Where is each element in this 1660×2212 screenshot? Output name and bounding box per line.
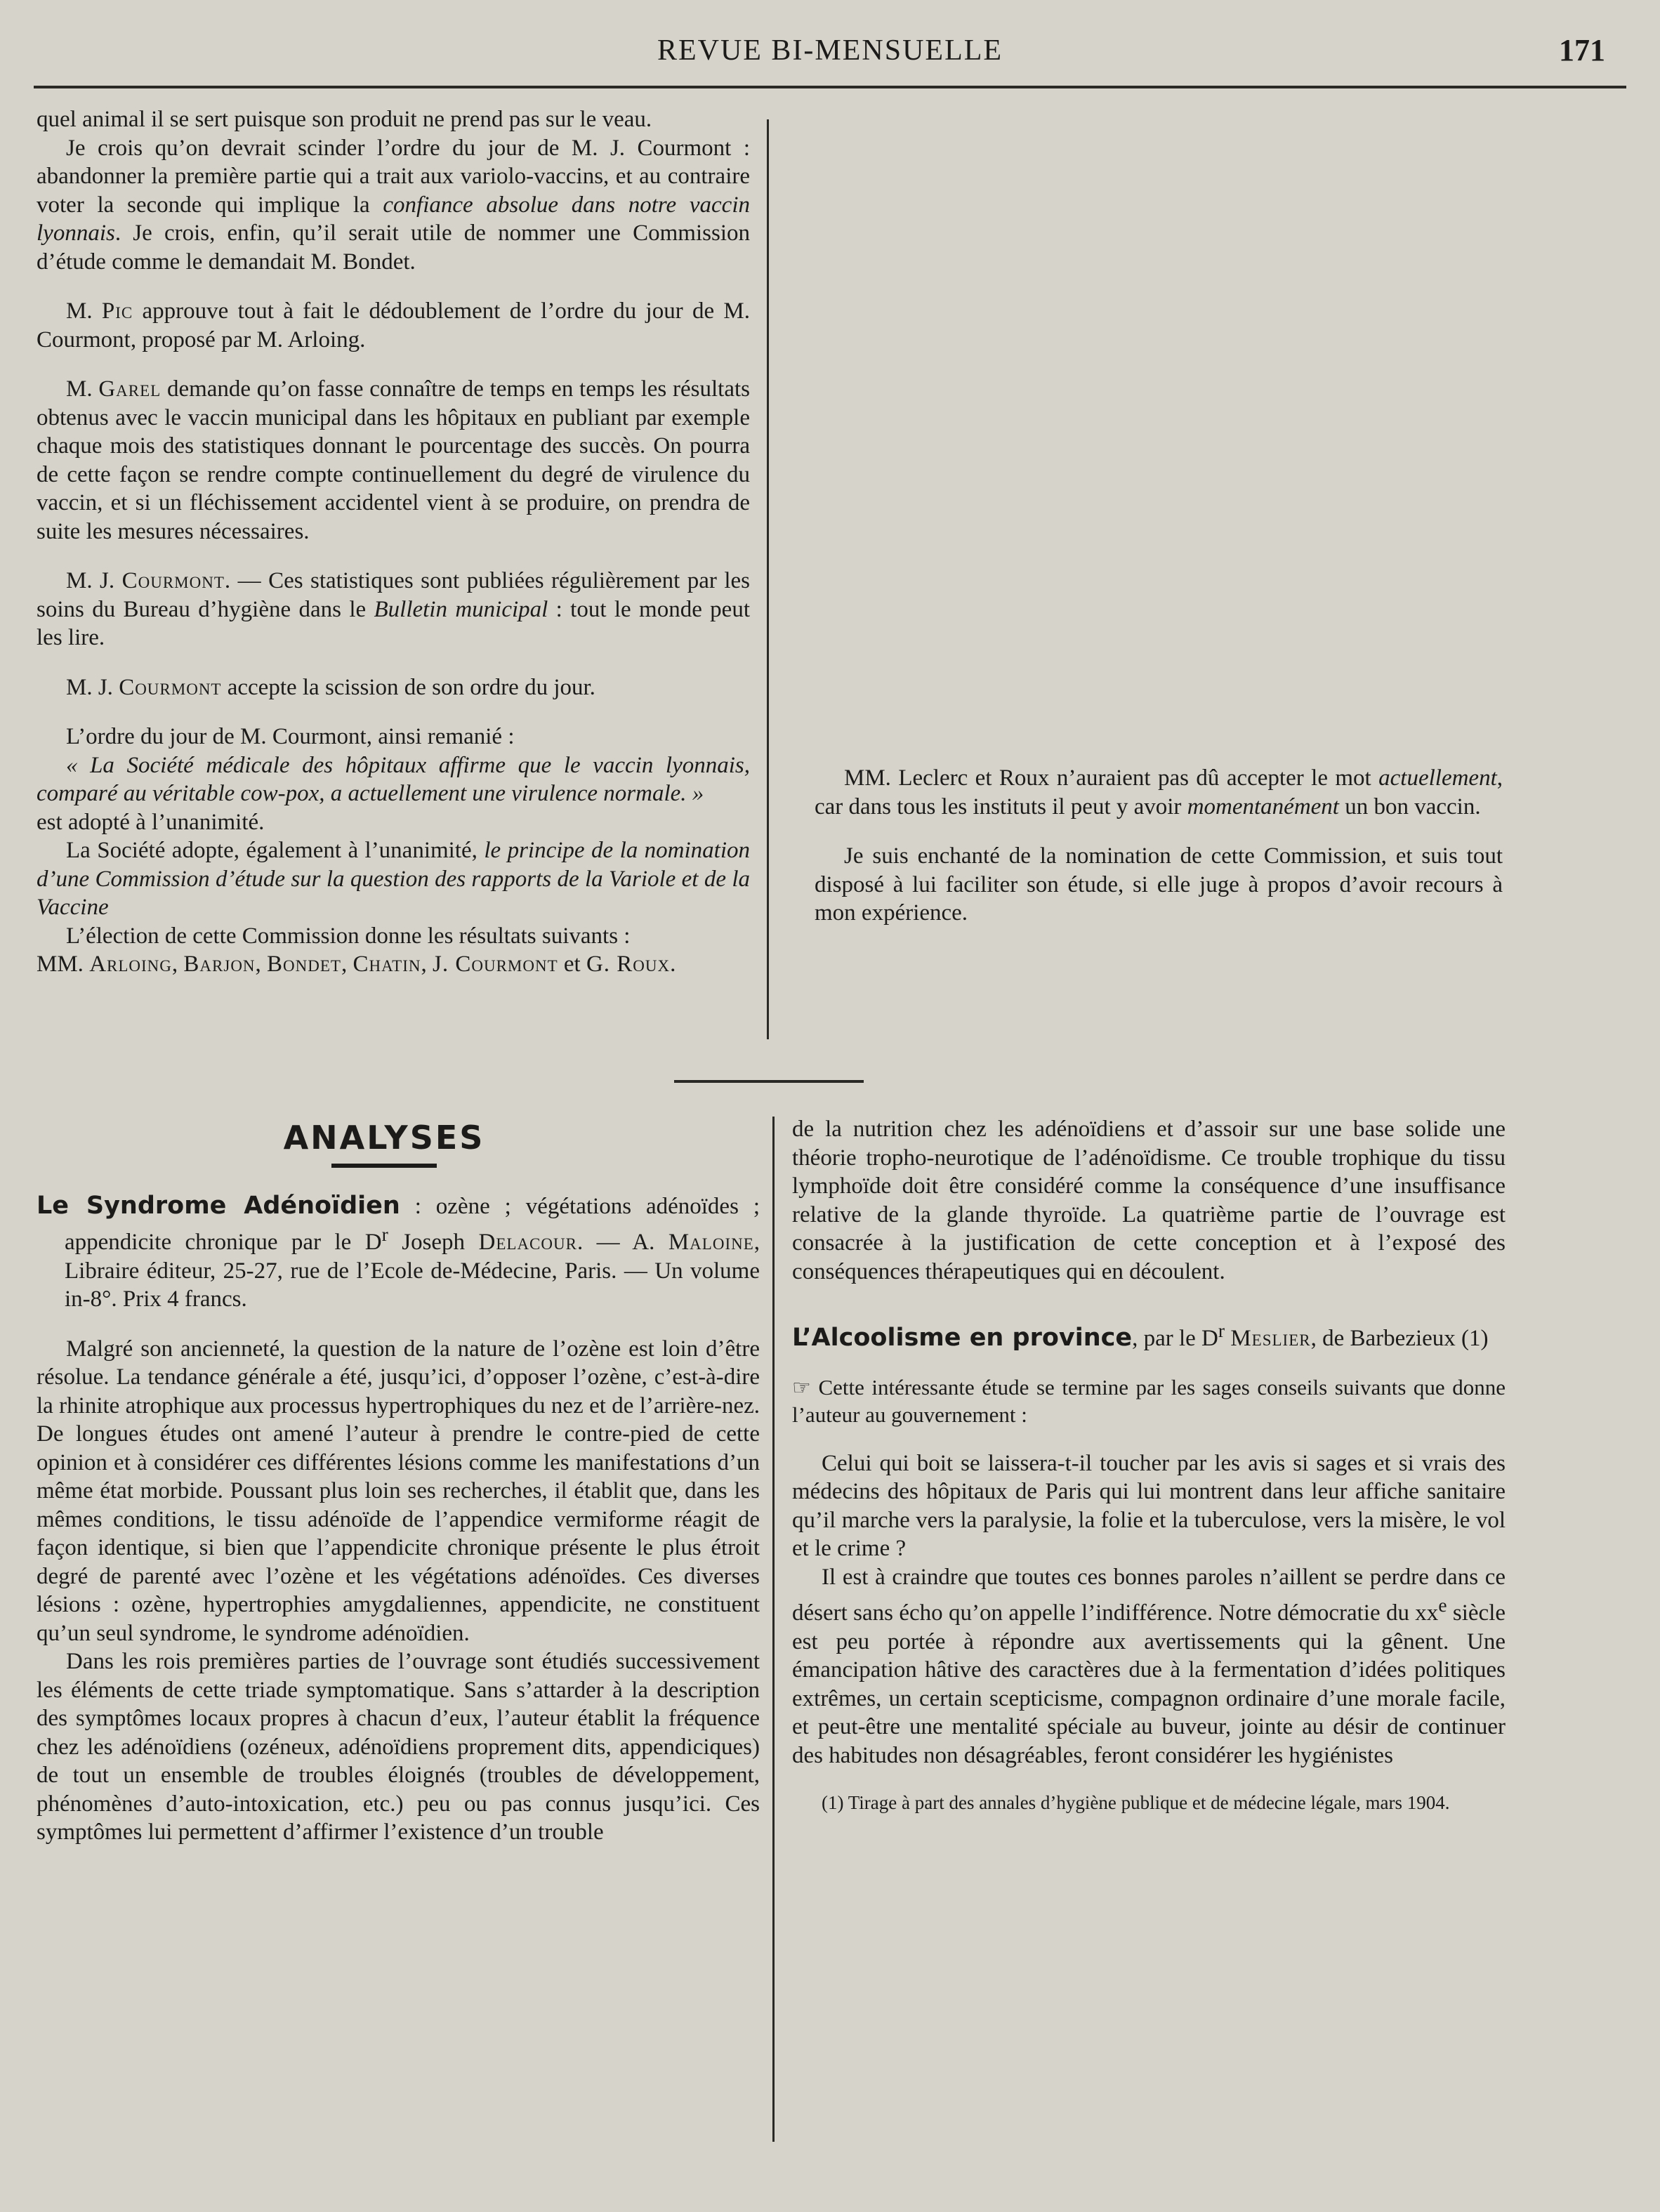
member-name: G. Roux xyxy=(586,952,671,977)
article-heading xyxy=(792,1317,1506,1353)
heading-underline xyxy=(331,1164,437,1168)
text-span: : tout le monde peut les lire. xyxy=(37,596,751,650)
paragraph: Je suis enchanté de la nomination de cette Commission, et suis tout disposé à lui faciliter son étude, si elle juge à propos d’avoir recours à mon expérience. xyxy=(815,843,1503,926)
column-divider xyxy=(767,119,769,1039)
member-name: Bondet xyxy=(267,952,341,977)
text-span: siècle est peu portée à répondre aux avertissements qui la gênent. Une émancipation hâtive des caractères due à la fermentation d’idées politiques extrêmes, un certain scepticisme, compagnon ordinaire d’une morale facile, et peut-être une mentalité spéciale au buveur, jointe au désir de continuer des habitudes non désagréables, feront considérer les hygiénistes xyxy=(792,1600,1506,1768)
section-divider xyxy=(674,1080,864,1083)
paragraph xyxy=(815,764,1503,821)
paragraph: de la nutrition chez les adénoïdiens et d’assoir sur une base solide une théorie tropho-neurotique de l’adénoïdisme. Ce trouble trophique du tissu lymphoïde doit être considéré comme la conséquence d’une insuffisance relative de la glande thyroïde. La quatrième partie de l’ouvrage est consacrée à la justification de cette conception et à l’exposé des conséquences thérapeutiques qui en découlent. xyxy=(792,1117,1506,1284)
text-span: , par le D xyxy=(1132,1326,1218,1351)
separator: et xyxy=(558,952,586,977)
text-span: approuve tout à fait le dédoublement de l’ordre du jour de M. Courmont, proposé par M. Arloing. xyxy=(37,298,750,353)
paragraph: L’élection de cette Commission donne les résultats suivants : xyxy=(66,923,631,949)
paragraph xyxy=(792,1374,1506,1428)
page-number: 171 xyxy=(1559,33,1605,67)
speaker-name: Courmont xyxy=(121,568,225,593)
text-span: . — Ces statistiques sont publiées régulièrement par les soins du Bureau d’hygiène dans le xyxy=(37,568,750,622)
section-heading: ANALYSES xyxy=(283,1119,485,1157)
paragraph: est adopté à l’unanimité. xyxy=(37,809,265,835)
footnote: (1) Tirage à part des annales d’hygiène publique et de médecine légale, mars 1904. xyxy=(822,1792,1450,1813)
paragraph xyxy=(37,375,750,546)
text-span: M. J. xyxy=(66,568,122,593)
separator: , xyxy=(421,952,433,977)
paragraph xyxy=(37,134,750,277)
text-span: Cette intéressante étude se termine par les sages conseils suivants que donne l’auteur au gouvernement : xyxy=(792,1374,1506,1427)
running-head xyxy=(34,29,1626,72)
text-span: M. xyxy=(66,376,99,402)
paragraph xyxy=(37,297,750,354)
separator: , xyxy=(171,952,184,977)
separator: , xyxy=(341,952,353,977)
paragraph xyxy=(37,836,750,922)
separator: , xyxy=(255,952,268,977)
text-span: La Société adopte, également à l’unanimité, xyxy=(66,838,485,863)
quoted-paragraph xyxy=(792,1563,1506,1770)
italic-span: le principe de la nomination d’une Commission d’étude sur la question des rapports de la Variole et de la Vaccine xyxy=(37,838,750,920)
text-span: un bon vaccin. xyxy=(1338,794,1481,819)
column-bottom-right xyxy=(792,1115,1506,1815)
italic-span: actuellement xyxy=(1378,765,1497,791)
author-name: Meslier xyxy=(1230,1326,1311,1351)
commission-members xyxy=(37,950,750,979)
member-name: Arloing xyxy=(89,952,172,977)
italic-span: momentanément xyxy=(1187,794,1339,819)
paragraph: Malgré son ancienneté, la question de la nature de l’ozène est loin d’être résolue. La tendance générale a été, jusqu’ici, d’opposer l’ozène, c’est-à-dire la rhinite atrophique aux processus hypertrophiques du nez et de l’arrière-nez. De longues études ont amené l’auteur à prendre le contre-pied de cette opinion et à considérer ces différentes lésions comme les manifestations d’un même état morbide. Poussant plus loin ses recherches, il établit que, dans les mêmes conditions, le tissu adénoïde de l’appendice vermiforme réagit de façon identique, si bien que l’appendicite chronique présente le plus étroit degré de parenté avec l’ozène et les végétations adénoïdes. Ces diverses lésions : ozène, hypertrophies amygdaliennes, appendicite, ne constituent qu’un seul syndrome, le syndrome adénoïdien. xyxy=(37,1336,760,1646)
member-name: Chatin xyxy=(353,952,421,977)
text-span: Il est à craindre que toutes ces bonnes paroles n’aillent se perdre dans ce désert sans écho qu’on appelle l’indifférence. Notre démocratie du xx xyxy=(792,1564,1506,1626)
journal-title: REVUE BI-MENSUELLE xyxy=(657,34,1003,67)
header-rule xyxy=(34,86,1626,88)
paragraph: quel animal il se sert puisque son produit ne prend pas sur le veau. xyxy=(37,107,652,132)
column-divider xyxy=(772,1117,775,2142)
author-name: Delacour xyxy=(478,1230,577,1255)
paragraph: L’ordre du jour de M. Courmont, ainsi remanié : xyxy=(66,724,515,749)
paragraph xyxy=(37,673,750,702)
paragraph xyxy=(37,567,750,652)
text-span: : ozène ; végétations adénoïdes ; appendicite chronique par le D xyxy=(65,1193,760,1255)
text-span: MM. xyxy=(37,952,90,977)
text-span: Joseph xyxy=(388,1230,479,1255)
text-span: M. J. xyxy=(66,674,119,700)
speaker-name: Courmont xyxy=(119,674,222,700)
article-heading xyxy=(37,1192,760,1314)
column-top-left xyxy=(37,105,750,979)
text-span: . Je crois, enfin, qu’il serait utile de nommer une Commission d’étude comme le demandait M. Bondet. xyxy=(37,220,750,275)
publisher-name: Maloine xyxy=(668,1230,754,1255)
superscript: r xyxy=(381,1223,388,1245)
text-span: demande qu’on fasse connaître de temps en temps les résultats obtenus avec le vaccin municipal dans les hôpitaux en publiant par exemple chaque mois des statistiques donnant le pourcentage des succès. On pourra de cette façon se rendre compte continuellement du degré de virulence du vaccin, et si un fléchissement accidentel vient à se produire, on prendra de suite les mesures nécessaires. xyxy=(37,376,750,544)
text-span: M. xyxy=(66,298,102,324)
text-span: , de Barbezieux (1) xyxy=(1310,1326,1489,1351)
article-title: Le Syndrome Adénoïdien xyxy=(37,1191,400,1220)
paragraph: Dans les rois premières parties de l’ouvrage sont étudiés successivement les éléments de cette triade symptomatique. Sans s’attarder à la description des symptômes locaux propres à chacun d’eux, l’auteur établit la fréquence chez les adénoïdiens (ozéneux, adénoïdiens proprement dits, appendiciques) de tout un ensemble de troubles éloignés (troubles de développement, phénomènes d’auto-intoxication, etc.) peu ou pas connus jusqu’ici. Ces symptômes lui permettent d’affirmer l’existence d’un trouble xyxy=(37,1649,760,1845)
speaker-name: Pic xyxy=(101,298,133,324)
separator: . xyxy=(670,952,676,977)
italic-span: confiance absolue dans notre vaccin lyonnais xyxy=(37,192,750,246)
quoted-paragraph: Celui qui boit se laissera-t-il toucher par les avis si sages et si vrais des médecins des hôpitaux de Paris qui lui montrent dans leur affiche sanitaire qu’il marche vers la paralysie, la folie et la tuberculose, vers la misère, le vol et le crime ? xyxy=(792,1450,1506,1561)
text-span: , Libraire éditeur, 25-27, rue de l’Ecole de-Médecine, Paris. — Un volume in-8°. Prix 4 francs. xyxy=(65,1230,760,1312)
superscript: r xyxy=(1218,1319,1225,1341)
text-span: Je crois qu’on devrait scinder l’ordre du jour de M. J. Courmont : abandonner la première partie qui a trait aux variolo-vaccins, et au contraire voter la seconde qui implique la xyxy=(37,135,750,218)
text-span: accepte la scission de son ordre du jour. xyxy=(221,674,595,700)
member-name: J. Courmont xyxy=(433,952,558,977)
text-span: MM. Leclerc et Roux n’auraient pas dû accepter le mot xyxy=(844,765,1379,791)
superscript: e xyxy=(1438,1594,1447,1616)
text-span: , car dans tous les instituts il peut y avoir xyxy=(815,765,1503,819)
column-bottom-left xyxy=(37,1119,760,1847)
article-title: L’Alcoolisme en province xyxy=(792,1324,1133,1352)
text-span: . — A. xyxy=(577,1230,668,1255)
quoted-resolution: « La Société médicale des hôpitaux affirme que le vaccin lyonnais, comparé au véritable cow-pox, a actuellement une virulence normale. » xyxy=(37,752,750,806)
italic-span: Bulletin municipal xyxy=(374,596,548,622)
speaker-name: Garel xyxy=(98,376,162,402)
column-top-right xyxy=(815,764,1503,928)
pointing-hand-icon: ☞ xyxy=(792,1376,811,1400)
member-name: Barjon xyxy=(183,952,256,977)
